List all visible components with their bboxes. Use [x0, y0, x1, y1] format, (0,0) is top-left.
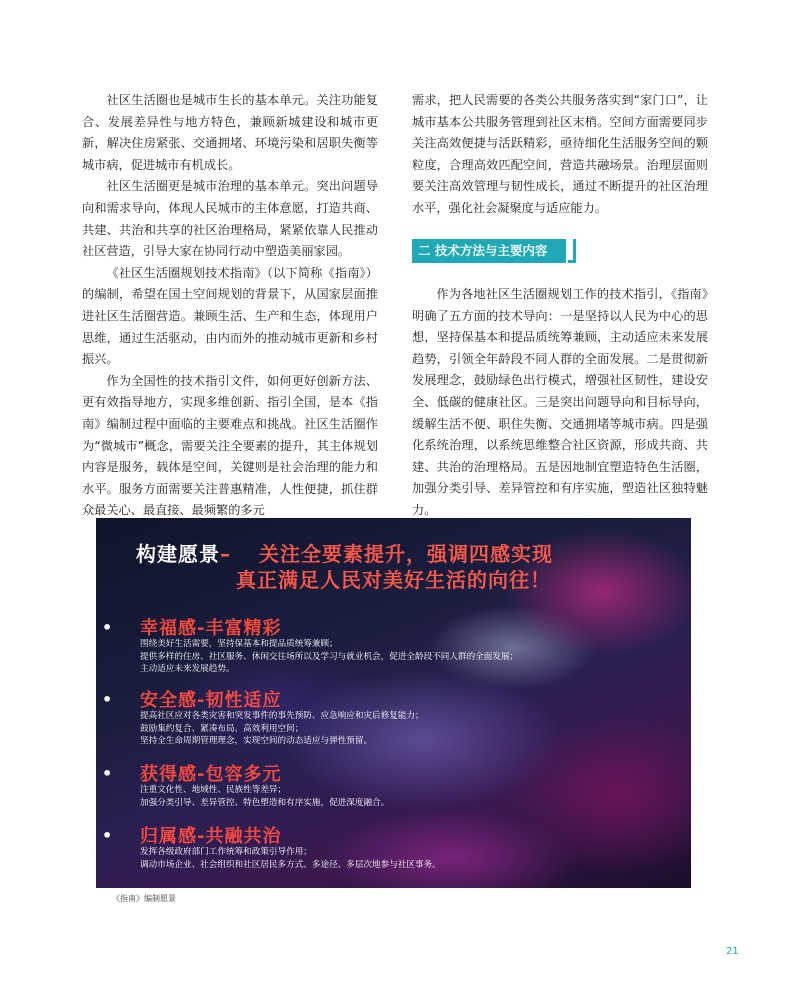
paragraph: 社区生活圈更是城市治理的基本单元。突出问题导向和需求导向，体现人民城市的主体意愿，打造共商、共建、共治和共享的社区治理格局，紧紧依靠人民推动社区营造，引导大家在协同行动中塑造美丽家园。	[82, 179, 378, 259]
bullet-icon: •	[102, 826, 113, 845]
paragraph: 作为各地社区生活圈规划工作的技术指引，《指南》明确了五方面的技术导向：一是坚持以人民为中心的思想，坚持保基本和提品质统筹兼顾，主动适应未来发展趋势，引领全年龄段不同人群的全面发展。二是贯彻新发展理念，鼓励绿色出行模式，增强社区韧性，建设安全、低碳的健康社区。三是突出问题导向和目标导向，缓解生活不便、职住失衡、交通拥堵等城市病。四是强化系统治理，以系统思维整合社区资源，形成共商、共建、共治的治理格局。五是因地制宜塑造特色生活圈，加强分类引导、差异管控和有序实施，塑造社区独特魅力。	[412, 287, 708, 517]
sense-line: 加强分类引导、差异管控、特色塑造和有序实施，促进深度融合。	[140, 797, 390, 808]
sense-line: 发挥各级政府部门工作统筹和政策引导作用；	[140, 847, 312, 857]
figure-subtitle-line2: 真正满足人民对美好生活的向往！	[236, 568, 551, 592]
sense-heading: 幸福感-丰富精彩	[140, 618, 282, 639]
sense-lines	[140, 784, 660, 809]
vision-figure	[96, 518, 691, 888]
figure-title-text: 构建愿景	[136, 542, 220, 566]
sense-heading: 安全感-韧性适应	[140, 690, 282, 711]
sense-line: 提供多样的住房、社区服务、休闲交往场所以及学习与就业机会，促进全龄段不同人群的全面发展；	[140, 651, 519, 662]
sense-heading: 归属感-共融共治	[140, 826, 282, 847]
paragraph: 《社区生活圈规划技术指南》（以下简称《指南》）的编制，希望在国土空间规划的背景下，从国家层面推进社区生活圈营造。兼顾生活、生产和生态，体现用户思维，通过生活驱动，由内而外的推动城市更新和乡村振兴。	[82, 265, 378, 367]
sense-line: 注重文化性、地域性、民族性等差异；	[140, 785, 287, 795]
sense-line: 围绕美好生活需要，坚持保基本和提品质统筹兼顾；	[140, 639, 338, 649]
figure-subtitle-line1: 关注全要素提升，强调四感实现	[259, 542, 553, 566]
bullet-icon: •	[102, 764, 113, 783]
page-number: 21	[726, 946, 739, 957]
sense-lines	[140, 846, 660, 871]
sense-line: 提高社区应对各类灾害和突发事件的事先预防、应急响应和灾后修复能力；	[140, 711, 424, 721]
sense-line: 坚持全生命周期管理理念，实现空间的动态适应与弹性预留。	[140, 736, 373, 746]
bullet-icon: •	[102, 690, 113, 709]
sense-line: 主动适应未来发展趋势。	[140, 664, 235, 674]
sense-lines	[140, 710, 660, 748]
paragraph: 作为全国性的技术指引文件，如何更好创新方法、更有效指导地方，实现多维创新、指引全国，是本《指南》编制过程中面临的主要难点和挑战。社区生活圈作为“微城市”概念，需要关注全要素的提升，其主体规划内容是服务，载体是空间，关键则是社会治理的能力和水平。服务方面需要关注普惠精准，人性便捷，抓住群众最关心、最直接、最频繁的多元	[82, 373, 378, 518]
section-heading-text: 二 技术方法与主要内容	[418, 243, 548, 258]
sense-lines	[140, 638, 660, 676]
sense-line: 鼓励集约复合、紧凑布局、高效利用空间；	[140, 723, 304, 734]
figure-title	[136, 538, 231, 567]
paragraph-continuation: 需求，把人民需要的各类公共服务落实到“家门口”，让城市基本公共服务管理到社区末梢。空间方面需要同步关注高效便捷与活跃精彩，亟待细化生活服务空间的颗粒度，合理高效匹配空间，营造共融场景。治理层面则要关注高效管理与韧性成长，通过不断提升的社区治理水平，强化社会凝聚度与适应能力。	[412, 93, 708, 215]
bullet-icon: •	[102, 618, 113, 637]
right-column-top	[412, 90, 708, 220]
figure-title-dash: –	[220, 542, 231, 566]
heading-bracket-decoration	[568, 239, 576, 263]
right-column-bottom	[412, 284, 708, 522]
sense-line: 调动市场企业、社会组织和社区居民多方式、多途径、多层次地参与社区事务。	[140, 859, 441, 870]
sense-heading: 获得感-包容多元	[140, 764, 282, 785]
section-heading	[412, 239, 566, 263]
figure-caption: 《指南》编制愿景	[112, 894, 176, 903]
paragraph: 社区生活圈也是城市生长的基本单元。关注功能复合、发展差异性与地方特色，兼顾新城建设和城市更新，解决住房紧张、交通拥堵、环境污染和居职失衡等城市病，促进城市有机成长。	[82, 93, 378, 172]
left-column	[82, 90, 378, 522]
